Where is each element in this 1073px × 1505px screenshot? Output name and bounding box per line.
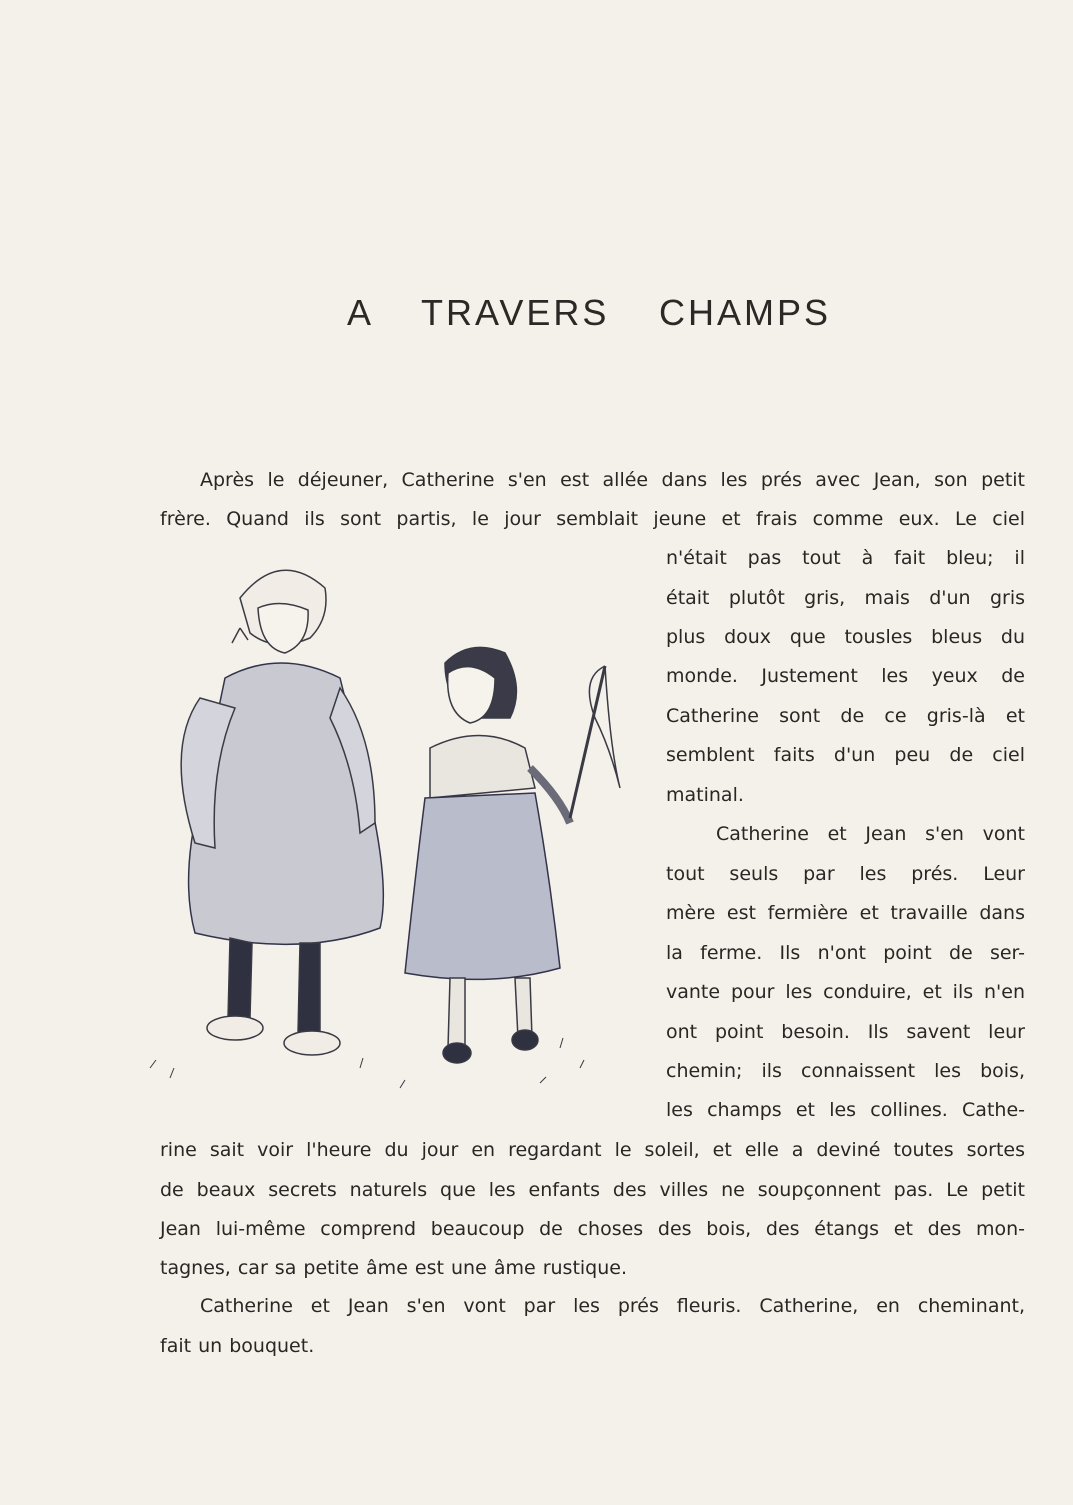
illustration-two-children <box>140 548 630 1108</box>
chapter-title: A TRAVERS CHAMPS <box>347 292 831 333</box>
text-line: chemin; ils connaissent les bois, <box>666 1060 1025 1082</box>
text-line: était plutôt gris, mais d'un gris <box>666 587 1025 609</box>
text-line: Jean lui-même comprend beaucoup de choses des bois, des étangs et des mon- <box>160 1218 1025 1240</box>
text-line: Après le déjeuner, Catherine s'en est allée dans les prés avec Jean, son petit <box>200 469 1025 491</box>
text-line: Catherine et Jean s'en vont <box>716 823 1025 845</box>
text-line: monde. Justement les yeux de <box>666 665 1025 687</box>
text-line: vante pour les conduire, et ils n'en <box>666 981 1025 1003</box>
text-line: tagnes, car sa petite âme est une âme rustique. <box>160 1257 628 1279</box>
text-line: mère est fermière et travaille dans <box>666 902 1025 924</box>
text-line: semblent faits d'un peu de ciel <box>666 744 1025 766</box>
text-line: rine sait voir l'heure du jour en regardant le soleil, et elle a deviné toutes sortes <box>160 1139 1025 1161</box>
text-line: Catherine sont de ce gris-là et <box>666 705 1025 727</box>
text-line: Catherine et Jean s'en vont par les prés fleuris. Catherine, en cheminant, <box>200 1295 1025 1317</box>
text-line: fait un bouquet. <box>160 1335 315 1357</box>
text-line: n'était pas tout à fait bleu; il <box>666 547 1025 569</box>
text-line: les champs et les collines. Cathe- <box>666 1099 1025 1121</box>
text-line: de beaux secrets naturels que les enfants des villes ne soupçonnent pas. Le petit <box>160 1179 1025 1201</box>
text-line: ont point besoin. Ils savent leur <box>666 1021 1025 1043</box>
text-line: frère. Quand ils sont partis, le jour semblait jeune et frais comme eux. Le ciel <box>160 508 1025 530</box>
text-line: la ferme. Ils n'ont point de ser- <box>666 942 1025 964</box>
boy-figure <box>405 647 620 1063</box>
text-line: plus doux que tousles bleus du <box>666 626 1025 648</box>
text-line: matinal. <box>666 784 744 806</box>
girl-figure <box>181 570 383 1055</box>
text-line: tout seuls par les prés. Leur <box>666 863 1025 885</box>
